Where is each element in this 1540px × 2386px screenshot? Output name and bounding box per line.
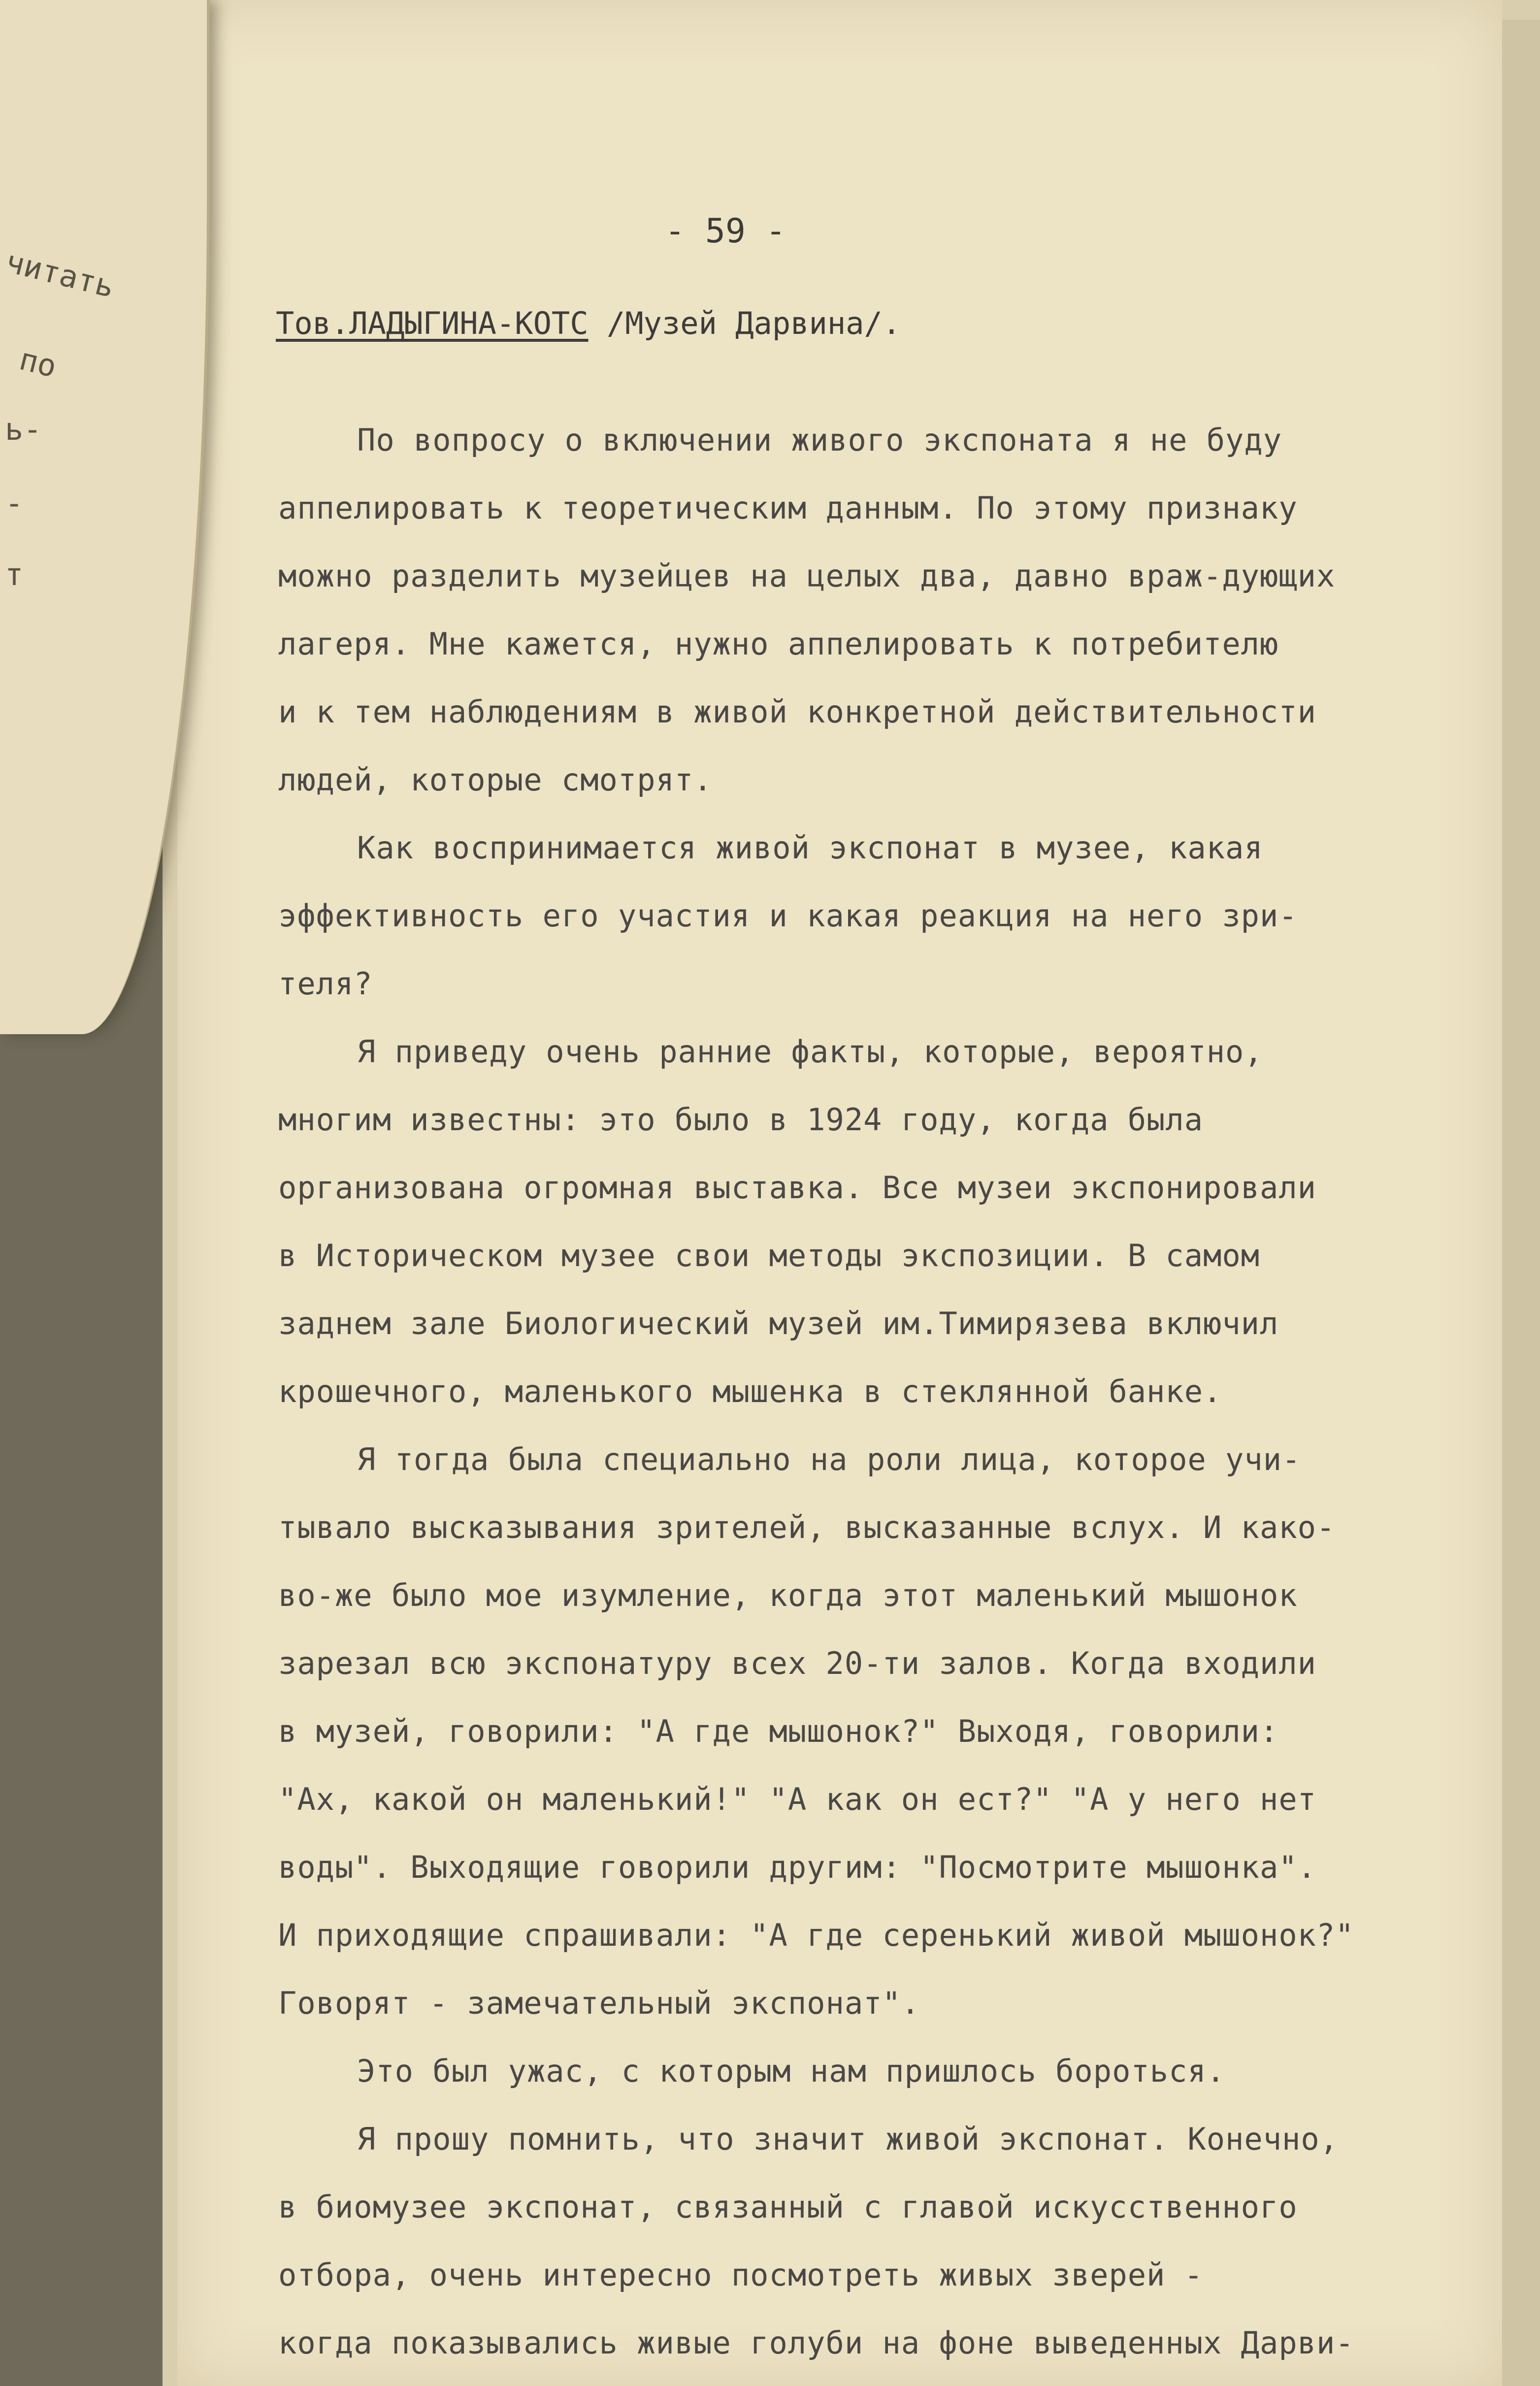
text-line: во-же было мое изумление, когда этот маленький мышонок	[278, 1577, 1298, 1613]
text-line: отбора, очень интересно посмотреть живых зверей -	[278, 2257, 1204, 2293]
text-line: Я тогда была специально на роли лица, которое учи-	[357, 1441, 1301, 1477]
text-line: тывало высказывания зрителей, высказанные вслух. И како-	[278, 1509, 1336, 1545]
text-line: в музей, говорили: "А где мышонок?" Выходя, говорили:	[278, 1713, 1279, 1749]
speaker-affiliation: /Музей Дарвина/.	[606, 305, 901, 341]
left-fragment-4: -	[5, 485, 24, 521]
text-line: зарезал всю экспонатуру всех 20-ти залов. Когда входили	[278, 1645, 1316, 1681]
text-line: И приходящие спрашивали: "А где серенький живой мышонок?"	[278, 1917, 1354, 1953]
text-line: когда показывались живые голуби на фоне выведенных Дарви-	[278, 2325, 1354, 2361]
text-line: организована огромная выставка. Все музеи экспонировали	[278, 1170, 1316, 1206]
text-line: Это был ужас, с которым нам пришлось бороться.	[357, 2053, 1226, 2089]
text-line: в биомузее экспонат, связанный с главой искусственного	[278, 2189, 1298, 2225]
text-line: воды". Выходящие говорили другим: "Посмотрите мышонка".	[278, 1849, 1316, 1885]
text-line: аппелировать к теоретическим данным. По этому признаку	[278, 490, 1298, 526]
speaker-name: Тов.ЛАДЫГИНА-КОТС	[276, 305, 589, 341]
page-number: - 59 -	[665, 212, 786, 251]
text-line: людей, которые смотрят.	[278, 762, 713, 798]
body-text	[278, 406, 1436, 2377]
text-line: Я прошу помнить, что значит живой экспонат. Конечно,	[357, 2121, 1339, 2157]
text-line: Говорят - замечательный экспонат".	[278, 1985, 920, 2021]
speaker-heading	[276, 305, 901, 341]
text-line: Я приведу очень ранние факты, которые, вероятно,	[357, 1034, 1263, 1070]
text-line: многим известны: это было в 1924 году, когда была	[278, 1102, 1204, 1138]
text-line: теля?	[278, 966, 373, 1002]
left-fragment-3: ь-	[5, 411, 42, 447]
text-line: лагеря. Мне кажется, нужно аппелировать к потребителю	[278, 626, 1279, 662]
left-fragment-2: по	[16, 341, 61, 385]
text-line: и к тем наблюдениям в живой конкретной действительности	[278, 694, 1316, 730]
text-line: в Историческом музее свои методы экспозиции. В самом	[278, 1238, 1260, 1274]
left-fragment-5: т	[5, 556, 24, 592]
text-line: можно разделить музейцев на целых два, давно враж-дующих	[278, 558, 1336, 594]
text-line: Как воспринимается живой экспонат в музее, какая	[357, 830, 1263, 866]
text-line: "Ах, какой он маленький!" "А как он ест?" "А у него нет	[278, 1781, 1316, 1817]
left-fragment-1: читать	[2, 243, 118, 305]
text-line: заднем зале Биологический музей им.Тимирязева включил	[278, 1306, 1279, 1341]
text-line: крошечного, маленького мышенка в стеклянной банке.	[278, 1373, 1222, 1409]
text-line: эффективность его участия и какая реакция на него зри-	[278, 898, 1298, 934]
text-line: По вопросу о включении живого экспоната я не буду	[357, 422, 1282, 458]
